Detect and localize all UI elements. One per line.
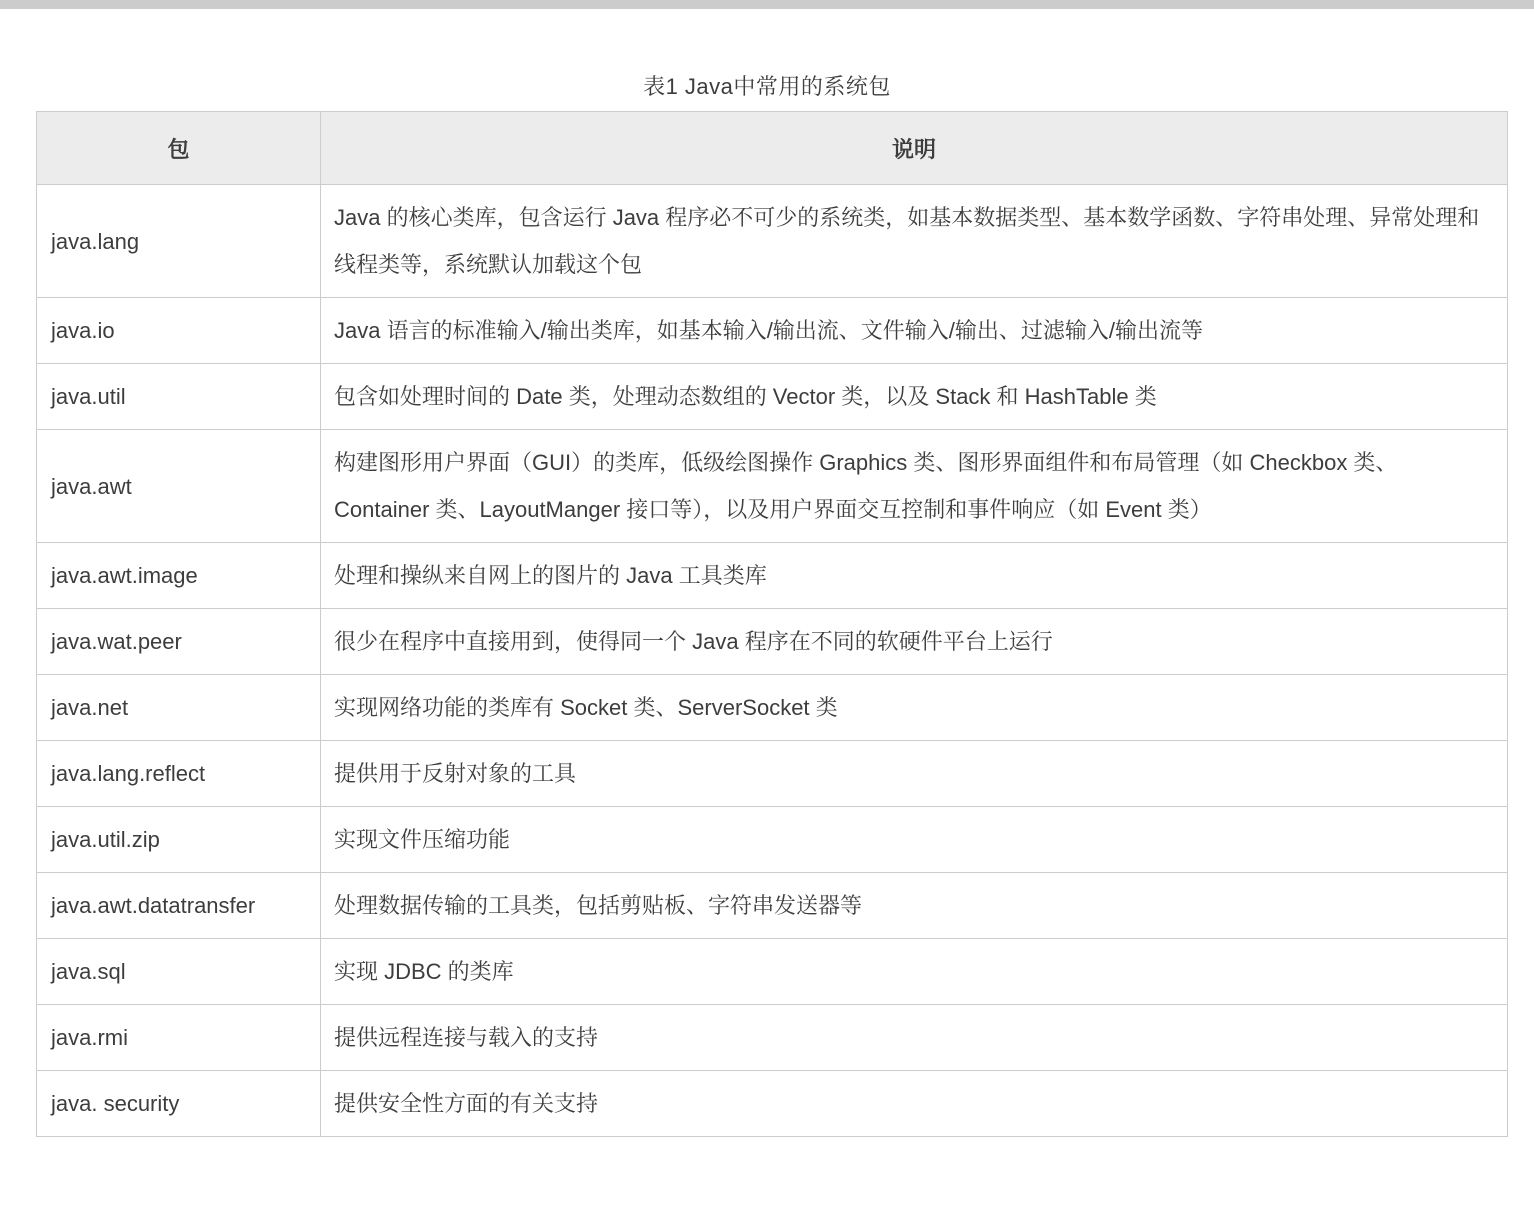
package-cell: java.awt.datatransfer	[37, 873, 321, 939]
description-cell: Java 的核心类库，包含运行 Java 程序必不可少的系统类，如基本数据类型、基本数学函数、字符串处理、异常处理和线程类等，系统默认加载这个包	[321, 185, 1508, 298]
package-cell: java.wat.peer	[37, 609, 321, 675]
package-cell: java.lang.reflect	[37, 741, 321, 807]
description-cell: 提供安全性方面的有关支持	[321, 1071, 1508, 1137]
description-cell: 处理和操纵来自网上的图片的 Java 工具类库	[321, 543, 1508, 609]
description-cell: 很少在程序中直接用到，使得同一个 Java 程序在不同的软硬件平台上运行	[321, 609, 1508, 675]
description-cell: 提供用于反射对象的工具	[321, 741, 1508, 807]
table-row	[37, 543, 1508, 609]
description-cell: 提供远程连接与载入的支持	[321, 1005, 1508, 1071]
table-row	[37, 939, 1508, 1005]
header-row	[37, 112, 1508, 185]
package-cell: java.net	[37, 675, 321, 741]
table-row	[37, 609, 1508, 675]
column-header-package: 包	[37, 112, 321, 185]
package-cell: java. security	[37, 1071, 321, 1137]
table-row	[37, 364, 1508, 430]
table-row	[37, 675, 1508, 741]
table-row	[37, 185, 1508, 298]
table-row	[37, 741, 1508, 807]
table-row	[37, 1005, 1508, 1071]
package-cell: java.awt	[37, 430, 321, 543]
package-cell: java.sql	[37, 939, 321, 1005]
java-packages-table	[36, 111, 1508, 1137]
table-row	[37, 1071, 1508, 1137]
description-cell: 构建图形用户界面（GUI）的类库，低级绘图操作 Graphics 类、图形界面组件和布局管理（如 Checkbox 类、Container 类、LayoutManger 接口等），以及用户界面交互控制和事件响应（如 Event 类）	[321, 430, 1508, 543]
package-cell: java.lang	[37, 185, 321, 298]
package-cell: java.rmi	[37, 1005, 321, 1071]
table-row	[37, 430, 1508, 543]
table-row	[37, 298, 1508, 364]
description-cell: 实现 JDBC 的类库	[321, 939, 1508, 1005]
description-cell: 处理数据传输的工具类，包括剪贴板、字符串发送器等	[321, 873, 1508, 939]
description-cell: 实现文件压缩功能	[321, 807, 1508, 873]
column-header-description: 说明	[321, 112, 1508, 185]
description-cell: 实现网络功能的类库有 Socket 类、ServerSocket 类	[321, 675, 1508, 741]
table-row	[37, 807, 1508, 873]
package-cell: java.io	[37, 298, 321, 364]
top-divider	[0, 0, 1534, 9]
page-title: 表1 Java中常用的系统包	[643, 74, 891, 99]
package-cell: java.awt.image	[37, 543, 321, 609]
description-cell: 包含如处理时间的 Date 类，处理动态数组的 Vector 类，以及 Stack 和 HashTable 类	[321, 364, 1508, 430]
table-row	[37, 873, 1508, 939]
table-header	[37, 112, 1508, 185]
description-cell: Java 语言的标准输入/输出类库，如基本输入/输出流、文件输入/输出、过滤输入/输出流等	[321, 298, 1508, 364]
table-body	[37, 185, 1508, 1137]
package-cell: java.util	[37, 364, 321, 430]
package-cell: java.util.zip	[37, 807, 321, 873]
